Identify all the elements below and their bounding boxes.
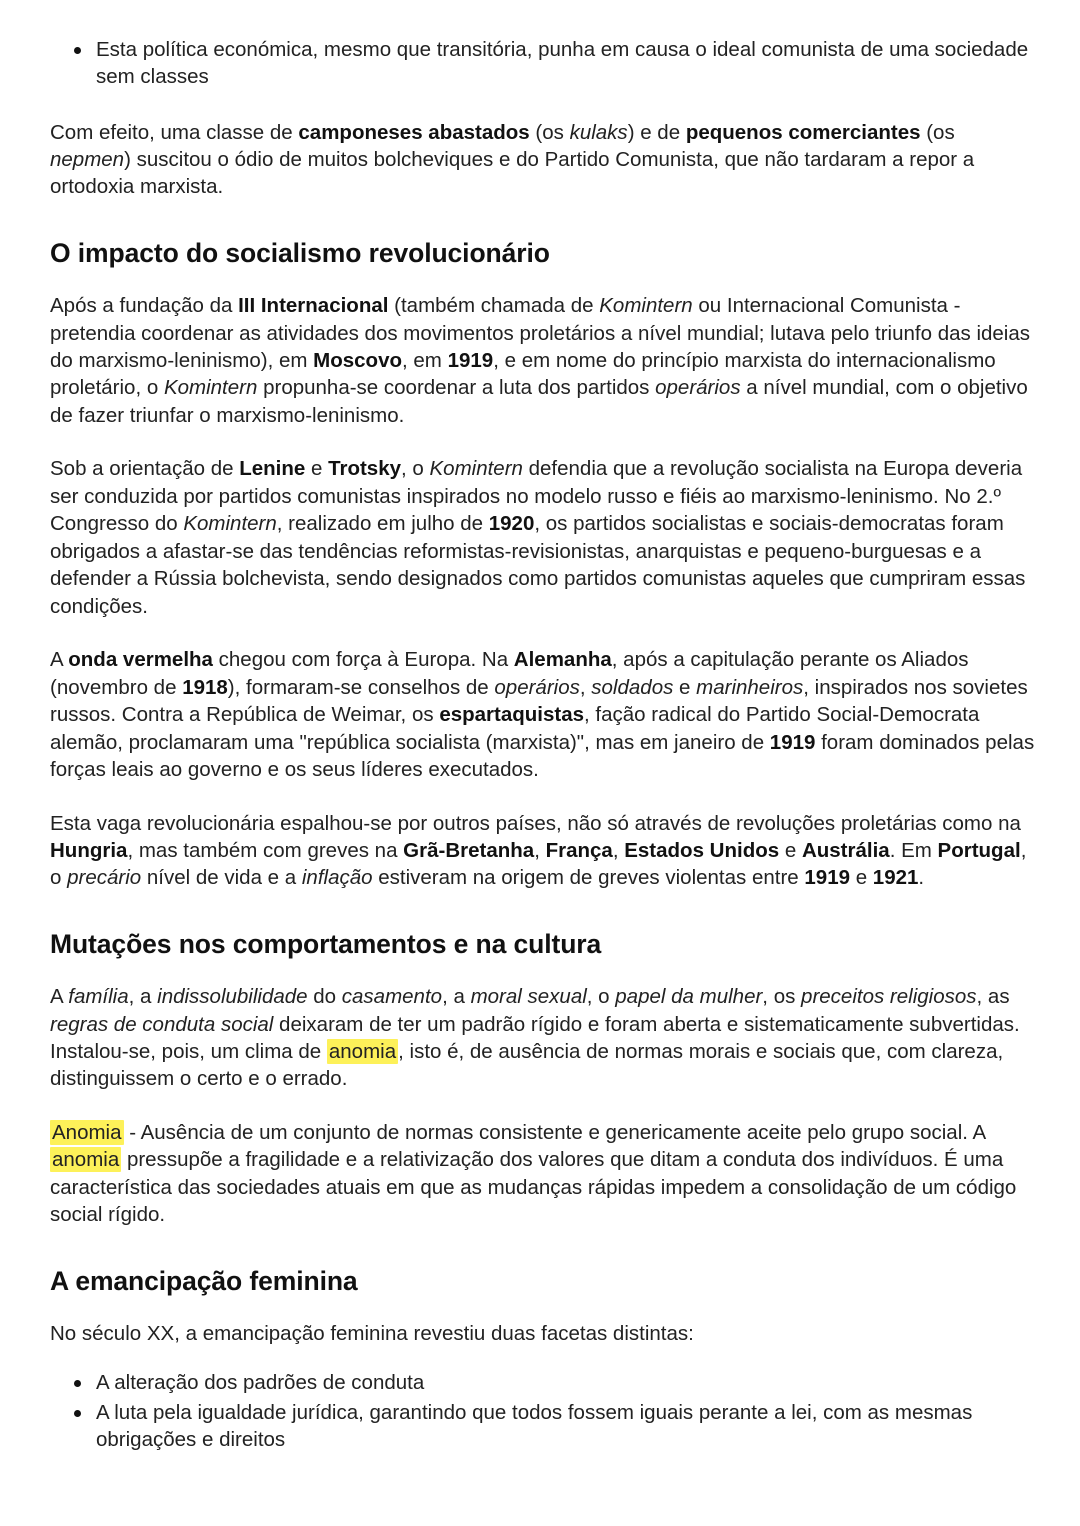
bold-term: Moscovo xyxy=(313,348,403,372)
highlighted-term: Anomia xyxy=(52,1120,122,1144)
emancipacao-bullet-list xyxy=(50,1369,1035,1453)
text-fragment: ) e de xyxy=(627,120,686,144)
bold-term: 1921 xyxy=(872,866,919,890)
italic-term: soldados xyxy=(591,675,674,699)
highlighted-term: anomia xyxy=(328,1040,397,1063)
italic-term: Komintern xyxy=(599,294,693,318)
italic-term: moral sexual xyxy=(470,985,587,1009)
paragraph-onda-vermelha: A onda vermelha chegou com força à Europa. Na Alemanha, após a capitulação perante os Aliados (novembro de 1918), formaram-se conselhos de operários, soldados e marinheiros, inspirados nos sovietes russos. Contra a República de Weimar, os espartaquistas, fação radical do Partido Social-Democrata alemão, proclamaram uma "república socialista (marxista)", mas em janeiro de 1919 foram dominados pelas forças leais ao governo e os seus líderes executados. xyxy=(50,648,1035,782)
bold-term: Hungria xyxy=(50,839,128,862)
bold-term: França xyxy=(545,839,613,862)
list-item: A alteração dos padrões de conduta xyxy=(50,1369,1035,1396)
italic-term: casamento xyxy=(341,985,443,1009)
italic-term: operários xyxy=(494,675,580,699)
bold-term: espartaquistas xyxy=(439,703,585,727)
list-item: A luta pela igualdade jurídica, garantindo que todos fossem iguais perante a lei, com as mesmas obrigações e direitos xyxy=(50,1399,1035,1454)
bold-term: pequenos comerciantes xyxy=(685,120,921,144)
section-heading-mutacoes-comportamentos: Mutações nos comportamentos e na cultura xyxy=(50,928,602,959)
bold-term: 1919 xyxy=(804,866,850,890)
italic-term: indissolubilidade xyxy=(157,985,308,1009)
top-bullet-list xyxy=(50,36,1035,91)
italic-term: precário xyxy=(67,866,142,890)
italic-term: família xyxy=(68,985,129,1009)
bold-term: 1920 xyxy=(488,512,535,536)
paragraph-iii-internacional: Após a fundação da III Internacional (também chamada de Komintern ou Internacional Comunista - pretendia coordenar as atividades dos movimentos proletários a nível mundial; lutava pelo triunfo das ideias do marxismo-leninismo), em Moscovo, em 1919, e em nome do princípio marxista do internacionalismo proletário, o Komintern propunha-se coordenar a luta dos partidos operários a nível mundial, com o objetivo de fazer triunfar o marxismo-leninismo. xyxy=(50,294,1031,427)
italic-term: papel da mulher xyxy=(615,985,763,1009)
bold-term: Trotsky xyxy=(328,457,401,481)
italic-term: nepmen xyxy=(50,147,125,171)
bold-term: onda vermelha xyxy=(68,648,213,672)
bold-term: Grã-Bretanha xyxy=(403,839,535,862)
section-heading-socialismo-revolucionario: O impacto do socialismo revolucionário xyxy=(50,237,550,268)
paragraph-familia-moral: A família, a indissolubilidade do casamento, a moral sexual, o papel da mulher, os preceitos religiosos, as regras de conduta social deixaram de ter um padrão rígido e foram aberta e sistematicamente subvertidas. Instalou-se, pois, um clima de anomia, isto é, de ausência de normas morais e sociais que, com clareza, distinguissem o certo e o errado. xyxy=(50,985,1020,1091)
list-item: Esta política económica, mesmo que transitória, punha em causa o ideal comunista de uma sociedade sem classes xyxy=(50,36,1035,91)
bold-term: Austrália xyxy=(801,839,890,862)
italic-term: Komintern xyxy=(183,512,277,536)
paragraph-lenine-trotsky: Sob a orientação de Lenine e Trotsky, o Komintern defendia que a revolução socialista na Europa deveria ser conduzida por partidos comunistas inspirados no modelo russo e fiéis ao marxismo-leninismo. No 2.º Congresso do Komintern, realizado em julho de 1920, os partidos socialistas e sociais-democratas foram obrigados a afastar-se das tendências reformistas-revisionistas, anarquistas e pequeno-burguesas e a defender a Rússia bolchevista, sendo designados como partidos comunistas aqueles que cumpriram essas condições. xyxy=(50,457,1026,618)
text-fragment: (os xyxy=(920,120,955,144)
highlighted-term: anomia xyxy=(52,1148,120,1172)
italic-term: marinheiros xyxy=(696,675,804,699)
bold-term: 1919 xyxy=(769,730,816,754)
bold-term: Alemanha xyxy=(513,648,612,672)
italic-term: operários xyxy=(655,376,741,400)
bold-term: Portugal xyxy=(937,839,1021,862)
italic-term: Komintern xyxy=(163,376,258,400)
bold-term: 1919 xyxy=(447,348,494,372)
paragraph-camponeses-abastados xyxy=(50,119,1035,201)
bold-term: III Internacional xyxy=(238,294,389,318)
text-fragment: ) suscitou o ódio de muitos bolcheviques e do Partido Comunista, que não tardaram a repor a ortodoxia marxista. xyxy=(50,147,975,199)
section-heading-emancipacao-feminina: A emancipação feminina xyxy=(50,1265,358,1296)
paragraph-vaga-revolucionaria: Esta vaga revolucionária espalhou-se por outros países, não só através de revoluções proletárias como na Hungria, mas também com greves na Grã-Bretanha, França, Estados Unidos e Austrália. Em Portugal, o precário nível de vida e a inflação estiveram na origem de greves violentas entre 1919 e 1921. xyxy=(50,811,1027,890)
italic-term: Komintern xyxy=(429,457,523,481)
paragraph-definicao-anomia: Anomia - Ausência de um conjunto de normas consistente e genericamente aceite pelo grupo social. A anomia pressupõe a fragilidade e a relativização dos valores que ditam a conduta dos indivíduos. É uma característica das sociedades atuais em que as mudanças rápidas impedem a consolidação de um código social rígido. xyxy=(50,1120,1017,1227)
bold-term: Lenine xyxy=(239,457,306,481)
italic-term: preceitos religiosos xyxy=(801,985,977,1009)
italic-term: kulaks xyxy=(569,120,628,144)
italic-term: regras de conduta social xyxy=(50,1012,274,1036)
document-content xyxy=(50,36,1035,1453)
text-fragment: Com efeito, uma classe de xyxy=(50,120,299,144)
bold-term: camponeses abastados xyxy=(298,120,530,144)
bold-term: 1918 xyxy=(182,675,228,699)
bold-term: Estados Unidos xyxy=(624,839,780,862)
paragraph-seculo-xx: No século XX, a emancipação feminina revestiu duas facetas distintas: xyxy=(50,1321,694,1345)
text-fragment: (os xyxy=(529,120,570,144)
italic-term: inflação xyxy=(301,866,373,890)
